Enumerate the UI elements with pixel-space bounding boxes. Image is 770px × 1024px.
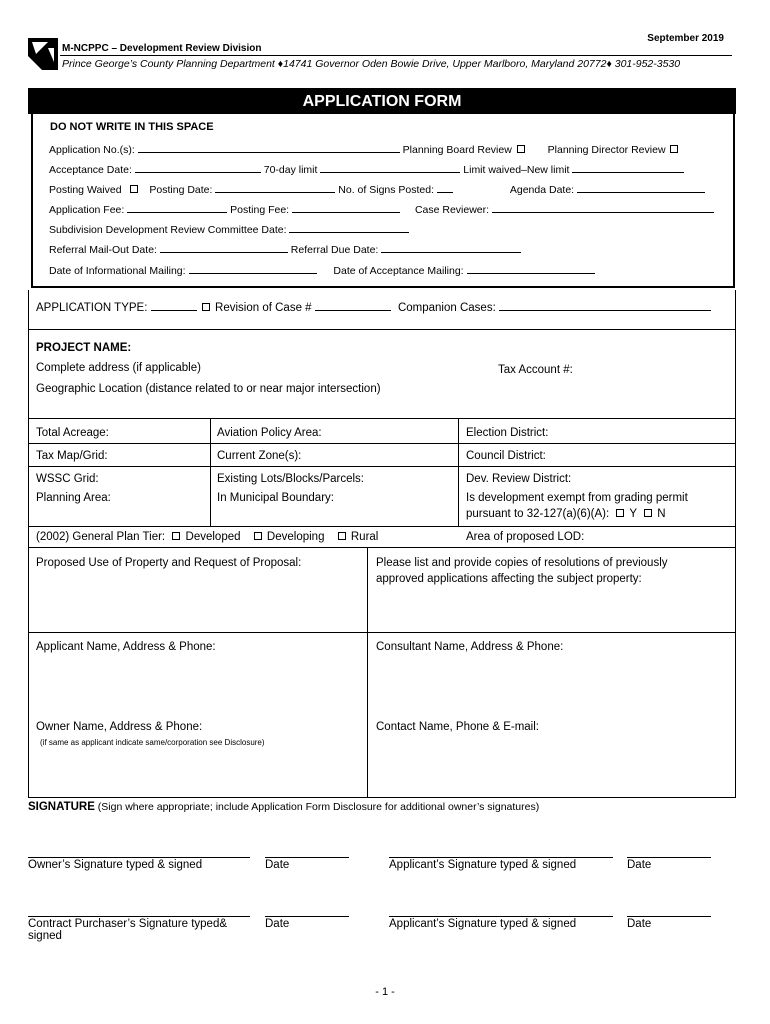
limit-waived-field[interactable] <box>572 163 684 173</box>
application-type-label: APPLICATION TYPE: <box>36 302 148 314</box>
owner-label: Owner Name, Address & Phone: <box>36 721 203 733</box>
owner-date-label: Date <box>265 859 290 871</box>
referral-due-date-label: Referral Due Date: <box>290 244 379 256</box>
applicant-date-line-2[interactable] <box>627 916 711 917</box>
limit-waived-label: Limit waived–New limit <box>463 164 570 176</box>
planning-board-review-label: Planning Board Review <box>402 144 512 156</box>
revision-of-case-field[interactable] <box>315 301 391 311</box>
office-use-box <box>31 114 735 288</box>
applicant-date-label: Date <box>627 859 652 871</box>
rural-checkbox[interactable] <box>338 532 346 540</box>
planning-director-review-label: Planning Director Review <box>547 144 666 156</box>
signs-posted-field[interactable] <box>437 183 453 193</box>
developed-checkbox[interactable] <box>172 532 180 540</box>
divider <box>29 632 735 633</box>
revision-date: September 2019 <box>647 33 724 44</box>
municipal-boundary-label: In Municipal Boundary: <box>217 492 334 504</box>
acceptance-mailing-date-field[interactable] <box>467 264 595 274</box>
grading-exempt-label-1: Is development exempt from grading permit <box>466 492 688 504</box>
day-limit-field[interactable] <box>320 163 460 173</box>
grading-exempt-yes-checkbox[interactable] <box>616 509 624 517</box>
acceptance-mailing-date-label: Date of Acceptance Mailing: <box>333 265 464 277</box>
grading-exempt-yes-label: Y <box>629 508 637 520</box>
referral-mailout-date-label: Referral Mail-Out Date: <box>49 244 157 256</box>
planning-board-review-checkbox[interactable] <box>517 145 525 153</box>
posting-waived-label: Posting Waived <box>49 184 122 196</box>
aviation-policy-area-label: Aviation Policy Area: <box>217 427 322 439</box>
owner-signature-label: Owner’s Signature typed & signed <box>28 859 203 871</box>
complete-address-label: Complete address (if applicable) <box>36 362 201 374</box>
resolutions-label-1: Please list and provide copies of resolutions of previously <box>376 557 668 569</box>
applicant-signature-line-2[interactable] <box>389 916 613 917</box>
current-zones-label: Current Zone(s): <box>217 450 302 462</box>
referral-due-date-field[interactable] <box>381 243 521 253</box>
posting-date-label: Posting Date: <box>149 184 213 196</box>
applicant-label: Applicant Name, Address & Phone: <box>36 641 216 653</box>
developing-label: Developing <box>266 531 325 543</box>
day-limit-label: 70-day limit <box>263 164 318 176</box>
consultant-label: Consultant Name, Address & Phone: <box>376 641 564 653</box>
application-no-field[interactable] <box>138 143 400 153</box>
page-number: - 1 - <box>375 986 395 998</box>
header-rule <box>60 55 732 56</box>
owner-note: (if same as applicant indicate same/corporation see Disclosure) <box>40 738 265 747</box>
posting-date-field[interactable] <box>215 183 335 193</box>
developing-checkbox[interactable] <box>254 532 262 540</box>
informational-mailing-date-field[interactable] <box>189 264 317 274</box>
posting-waived-checkbox[interactable] <box>130 185 138 193</box>
contract-purchaser-date-line[interactable] <box>265 916 349 917</box>
divider <box>29 443 735 444</box>
companion-cases-label: Companion Cases: <box>397 302 496 314</box>
referral-mailout-date-field[interactable] <box>160 243 288 253</box>
case-reviewer-label: Case Reviewer: <box>414 204 490 216</box>
subdivision-committee-date-field[interactable] <box>289 223 409 233</box>
existing-lots-label: Existing Lots/Blocks/Parcels: <box>217 473 365 485</box>
application-no-label: Application No.(s): <box>49 144 135 156</box>
applicant-date-label-2: Date <box>627 918 652 930</box>
signature-heading: SIGNATURE <box>28 801 95 813</box>
case-reviewer-field[interactable] <box>492 203 714 213</box>
agenda-date-label: Agenda Date: <box>509 184 575 196</box>
contract-purchaser-signature-label: Contract Purchaser’s Signature typed& signed <box>28 918 228 942</box>
resolutions-label-2: approved applications affecting the subject property: <box>376 573 642 585</box>
grading-exempt-no-checkbox[interactable] <box>644 509 652 517</box>
acceptance-date-label: Acceptance Date: <box>49 164 132 176</box>
posting-fee-field[interactable] <box>292 203 400 213</box>
grading-exempt-no-label: N <box>657 508 666 520</box>
posting-fee-label: Posting Fee: <box>230 204 290 216</box>
owner-date-line[interactable] <box>265 857 349 858</box>
divider <box>29 329 735 330</box>
revision-of-case-label: Revision of Case # <box>215 302 312 314</box>
department-address: Prince George’s County Planning Department ♦14741 Governor Oden Bowie Drive, Upper Marlboro, Maryland 20772♦ 301-952-3530 <box>62 58 681 70</box>
contract-purchaser-signature-line[interactable] <box>28 916 250 917</box>
grading-exempt-label-2: pursuant to 32-127(a)(6)(A): <box>466 508 610 520</box>
applicant-signature-line[interactable] <box>389 857 613 858</box>
applicant-date-line[interactable] <box>627 857 711 858</box>
project-name-label: PROJECT NAME: <box>36 342 132 354</box>
council-district-label: Council District: <box>466 450 546 462</box>
office-use-title: DO NOT WRITE IN THIS SPACE <box>50 121 214 133</box>
owner-signature-line[interactable] <box>28 857 250 858</box>
application-form-body <box>28 290 736 798</box>
application-fee-label: Application Fee: <box>49 204 125 216</box>
mncppc-logo <box>28 38 58 70</box>
planning-area-label: Planning Area: <box>36 492 111 504</box>
agenda-date-field[interactable] <box>577 183 705 193</box>
divider <box>29 526 735 527</box>
election-district-label: Election District: <box>466 427 549 439</box>
planning-director-review-checkbox[interactable] <box>670 145 678 153</box>
tax-account-label: Tax Account #: <box>498 364 573 376</box>
total-acreage-label: Total Acreage: <box>36 427 109 439</box>
acceptance-date-field[interactable] <box>135 163 261 173</box>
informational-mailing-date-label: Date of Informational Mailing: <box>49 265 186 277</box>
dev-review-district-label: Dev. Review District: <box>466 473 572 485</box>
geographic-location-label: Geographic Location (distance related to or near major intersection) <box>36 383 381 395</box>
applicant-signature-label-2: Applicant’s Signature typed & signed <box>389 918 577 930</box>
divider <box>29 547 735 548</box>
developed-label: Developed <box>185 531 241 543</box>
revision-of-case-checkbox[interactable] <box>202 303 210 311</box>
plan-tier-label: (2002) General Plan Tier: <box>36 531 166 543</box>
signs-posted-label: No. of Signs Posted: <box>338 184 435 196</box>
companion-cases-field[interactable] <box>499 301 711 311</box>
tax-map-grid-label: Tax Map/Grid: <box>36 450 108 462</box>
application-fee-field[interactable] <box>127 203 227 213</box>
application-type-field[interactable] <box>151 301 197 311</box>
form-title: APPLICATION FORM <box>28 88 736 114</box>
proposed-use-label: Proposed Use of Property and Request of Proposal: <box>36 557 302 569</box>
contact-label: Contact Name, Phone & E-mail: <box>376 721 539 733</box>
area-lod-label: Area of proposed LOD: <box>466 531 585 543</box>
rural-label: Rural <box>350 531 379 543</box>
divider <box>29 466 735 467</box>
wssc-grid-label: WSSC Grid: <box>36 473 99 485</box>
applicant-signature-label: Applicant’s Signature typed & signed <box>389 859 577 871</box>
divider <box>29 418 735 419</box>
subdivision-committee-date-label: Subdivision Development Review Committee Date: <box>49 224 287 236</box>
signature-note: (Sign where appropriate; include Application Form Disclosure for additional owner’s signatures) <box>97 801 540 813</box>
contract-purchaser-date-label: Date <box>265 918 290 930</box>
org-name: M-NCPPC – Development Review Division <box>62 43 262 54</box>
